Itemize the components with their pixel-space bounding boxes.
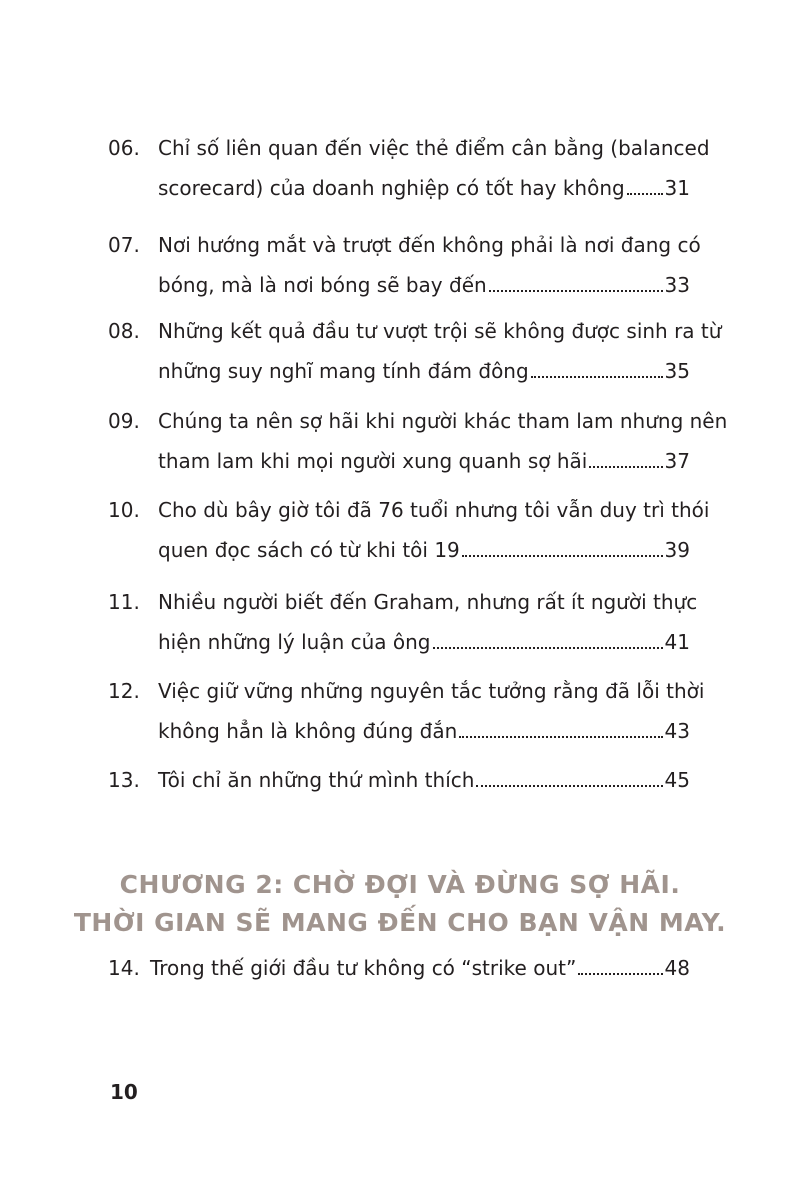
entry-page-number: 39 [664, 538, 690, 562]
entry-number: 09. [108, 409, 140, 433]
entry-number: 08. [108, 319, 140, 343]
page-number-folio: 10 [110, 1080, 138, 1104]
entry-title-continued: tham lam khi mọi người xung quanh sợ hãi [158, 449, 588, 473]
entry-number: 10. [108, 498, 140, 522]
dot-leader [627, 193, 663, 195]
dot-leader [462, 555, 663, 557]
entry-title-continued: quen đọc sách có từ khi tôi 19 [158, 538, 460, 562]
entry-title-continued: bóng, mà là nơi bóng sẽ bay đến [158, 273, 487, 297]
chapter-heading-line-1: CHƯƠNG 2: CHỜ ĐỢI VÀ ĐỪNG SỢ HÃI. [119, 870, 681, 899]
entry-title: Việc giữ vững những nguyên tắc tưởng rằng đã lỗi thời [158, 679, 705, 703]
entry-title: Nơi hướng mắt và trượt đến không phải là nơi đang có [158, 233, 701, 257]
entry-page-number: 41 [664, 630, 690, 654]
entry-title: Nhiều người biết đến Graham, nhưng rất ít người thực [158, 590, 698, 614]
entry-number: 06. [108, 136, 140, 160]
entry-number: 14. [108, 956, 140, 980]
dot-leader [589, 466, 662, 468]
dot-leader [433, 647, 663, 649]
entry-page-number: 48 [664, 956, 690, 980]
entry-title: Cho dù bây giờ tôi đã 76 tuổi nhưng tôi vẫn duy trì thói [158, 498, 710, 522]
entry-page-number: 43 [664, 719, 690, 743]
dot-leader [578, 973, 662, 975]
dot-leader [489, 290, 663, 292]
entry-page-number: 33 [664, 273, 690, 297]
entry-page-number: 45 [664, 768, 690, 792]
entry-title-continued: không hẳn là không đúng đắn [158, 719, 458, 743]
entry-title: Chỉ số liên quan đến việc thẻ điểm cân bằng (balanced [158, 136, 710, 160]
entry-number: 12. [108, 679, 140, 703]
chapter-heading [0, 866, 800, 942]
entry-page-number: 37 [664, 449, 690, 473]
entry-number: 11. [108, 590, 140, 614]
entry-number: 13. [108, 768, 140, 792]
entry-title: Chúng ta nên sợ hãi khi người khác tham lam nhưng nên [158, 409, 728, 433]
entry-page-number: 31 [664, 176, 690, 200]
entry-number: 07. [108, 233, 140, 257]
dot-leader [531, 376, 663, 378]
entry-title: Tôi chỉ ăn những thứ mình thích [158, 768, 475, 792]
entry-title-continued: scorecard) của doanh nghiệp có tốt hay không [158, 176, 625, 200]
entry-title: Trong thế giới đầu tư không có “strike out” [150, 956, 577, 980]
entry-page-number: 35 [664, 359, 690, 383]
dot-leader [476, 785, 662, 787]
entry-title-continued: hiện những lý luận của ông [158, 630, 431, 654]
chapter-heading-line-2: THỜI GIAN SẼ MANG ĐẾN CHO BẠN VẬN MAY. [73, 908, 727, 937]
dot-leader [459, 736, 662, 738]
entry-title-continued: những suy nghĩ mang tính đám đông [158, 359, 529, 383]
entry-title: Những kết quả đầu tư vượt trội sẽ không được sinh ra từ [158, 319, 722, 343]
